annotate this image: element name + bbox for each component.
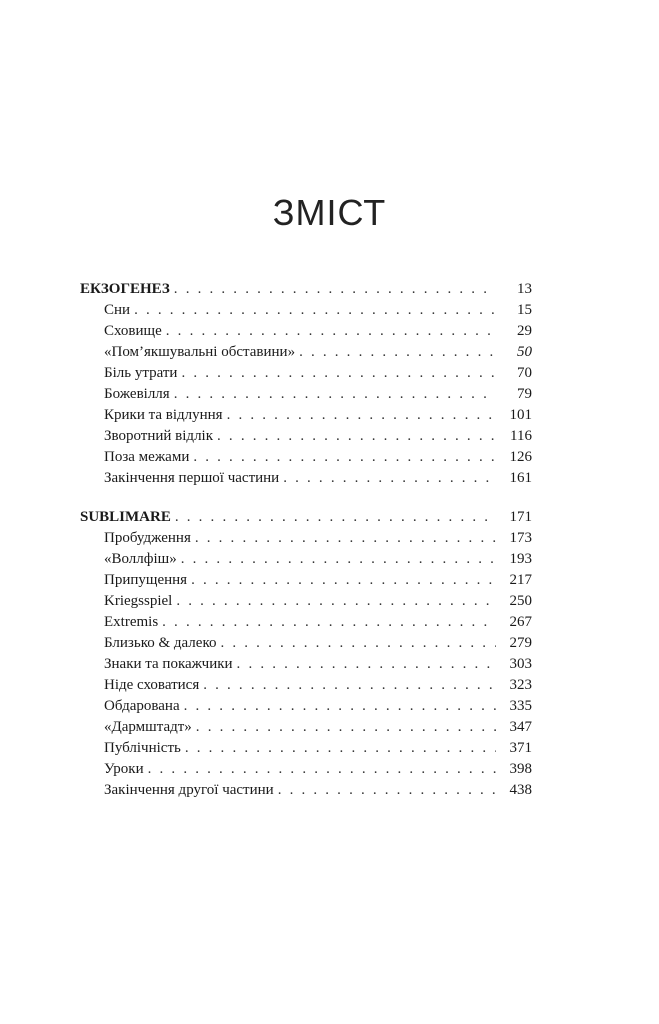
chapter-title: «Пом’якшувальні обставини» [104,344,296,360]
chapter-title: Поза межами [104,449,190,465]
part-title: ЕКЗОГЕНЕЗ [80,281,170,297]
dot-leader [181,363,496,384]
toc-entry [80,759,532,780]
dot-leader [176,591,496,612]
dot-leader [217,426,496,447]
page-number: 70 [517,365,532,381]
page-number: 279 [509,635,532,651]
dot-leader [174,384,496,405]
dot-leader [196,717,496,738]
toc-entry [80,591,532,612]
chapter-title: Близько & далеко [104,635,217,651]
toc-part-sublimare [80,507,532,801]
chapter-title: «Воллфіш» [104,551,177,567]
chapter-title: Божевілля [104,386,170,402]
toc-entry [80,738,532,759]
toc-entry [80,633,532,654]
page-number: 116 [510,428,532,444]
toc-entry [80,612,532,633]
dot-leader [227,405,496,426]
page-number: 29 [517,323,532,339]
page-number: 50 [517,344,532,360]
chapter-title: Kriegsspiel [104,593,173,609]
toc-entry [80,447,532,468]
dot-leader [166,321,496,342]
chapter-title: Крики та відлуння [104,407,223,423]
page-number: 171 [509,509,532,525]
page-number: 13 [517,281,532,297]
toc-entry [80,570,532,591]
toc-part-heading [80,279,532,300]
page-number: 303 [509,656,532,672]
toc-entry [80,675,532,696]
chapter-title: Extremis [104,614,159,630]
part-title: SUBLIMARE [80,509,171,525]
toc-entry [80,654,532,675]
page-number: 173 [509,530,532,546]
chapter-title: Знаки та покажчики [104,656,233,672]
dot-leader [237,654,496,675]
toc-entry [80,321,532,342]
page-number: 101 [509,407,532,423]
page-number: 267 [509,614,532,630]
dot-leader [184,696,496,717]
chapter-title: Зворотний відлік [104,428,214,444]
page-number: 193 [509,551,532,567]
dot-leader [195,528,496,549]
toc-entry [80,549,532,570]
dot-leader [162,612,496,633]
dot-leader [148,759,496,780]
dot-leader [181,549,496,570]
toc-entry [80,342,532,363]
toc-entry [80,300,532,321]
page-number: 126 [509,449,532,465]
dot-leader [278,780,496,801]
chapter-title: Закінчення першої частини [104,470,280,486]
chapter-title: Уроки [104,761,144,777]
chapter-title: Ніде сховатися [104,677,200,693]
dot-leader [283,468,496,489]
dot-leader [299,342,496,363]
dot-leader [134,300,496,321]
toc-entry [80,426,532,447]
page-number: 161 [509,470,532,486]
toc-entry [80,528,532,549]
chapter-title: «Дармштадт» [104,719,192,735]
dot-leader [185,738,496,759]
page-number: 347 [509,719,532,735]
dot-leader [220,633,496,654]
chapter-title: Пробудження [104,530,191,546]
toc-part-heading [80,507,532,528]
chapter-title: Публічність [104,740,181,756]
page-number: 79 [517,386,532,402]
toc-entry [80,696,532,717]
page-number: 398 [509,761,532,777]
page-number: 335 [509,698,532,714]
chapter-title: Біль утрати [104,365,178,381]
page-number: 323 [509,677,532,693]
page-number: 250 [509,593,532,609]
dot-leader [174,279,496,300]
chapter-title: Обдарована [104,698,180,714]
dot-leader [175,507,496,528]
toc-entry [80,717,532,738]
page-title: ЗМІСТ [272,192,387,233]
chapter-title: Припущення [104,572,188,588]
dot-leader [191,570,496,591]
toc-entry [80,384,532,405]
page-number: 217 [509,572,532,588]
toc-entry [80,363,532,384]
toc-entry [80,780,532,801]
toc-entry [80,468,532,489]
chapter-title: Сни [104,302,131,318]
chapter-title: Закінчення другої частини [104,782,274,798]
dot-leader [193,447,496,468]
toc-part-exogenesis [80,279,532,489]
page-number: 438 [509,782,532,798]
toc-entry [80,405,532,426]
page-number: 15 [517,302,532,318]
chapter-title: Сховище [104,323,162,339]
page-number: 371 [509,740,532,756]
table-of-contents [80,279,532,801]
dot-leader [203,675,496,696]
